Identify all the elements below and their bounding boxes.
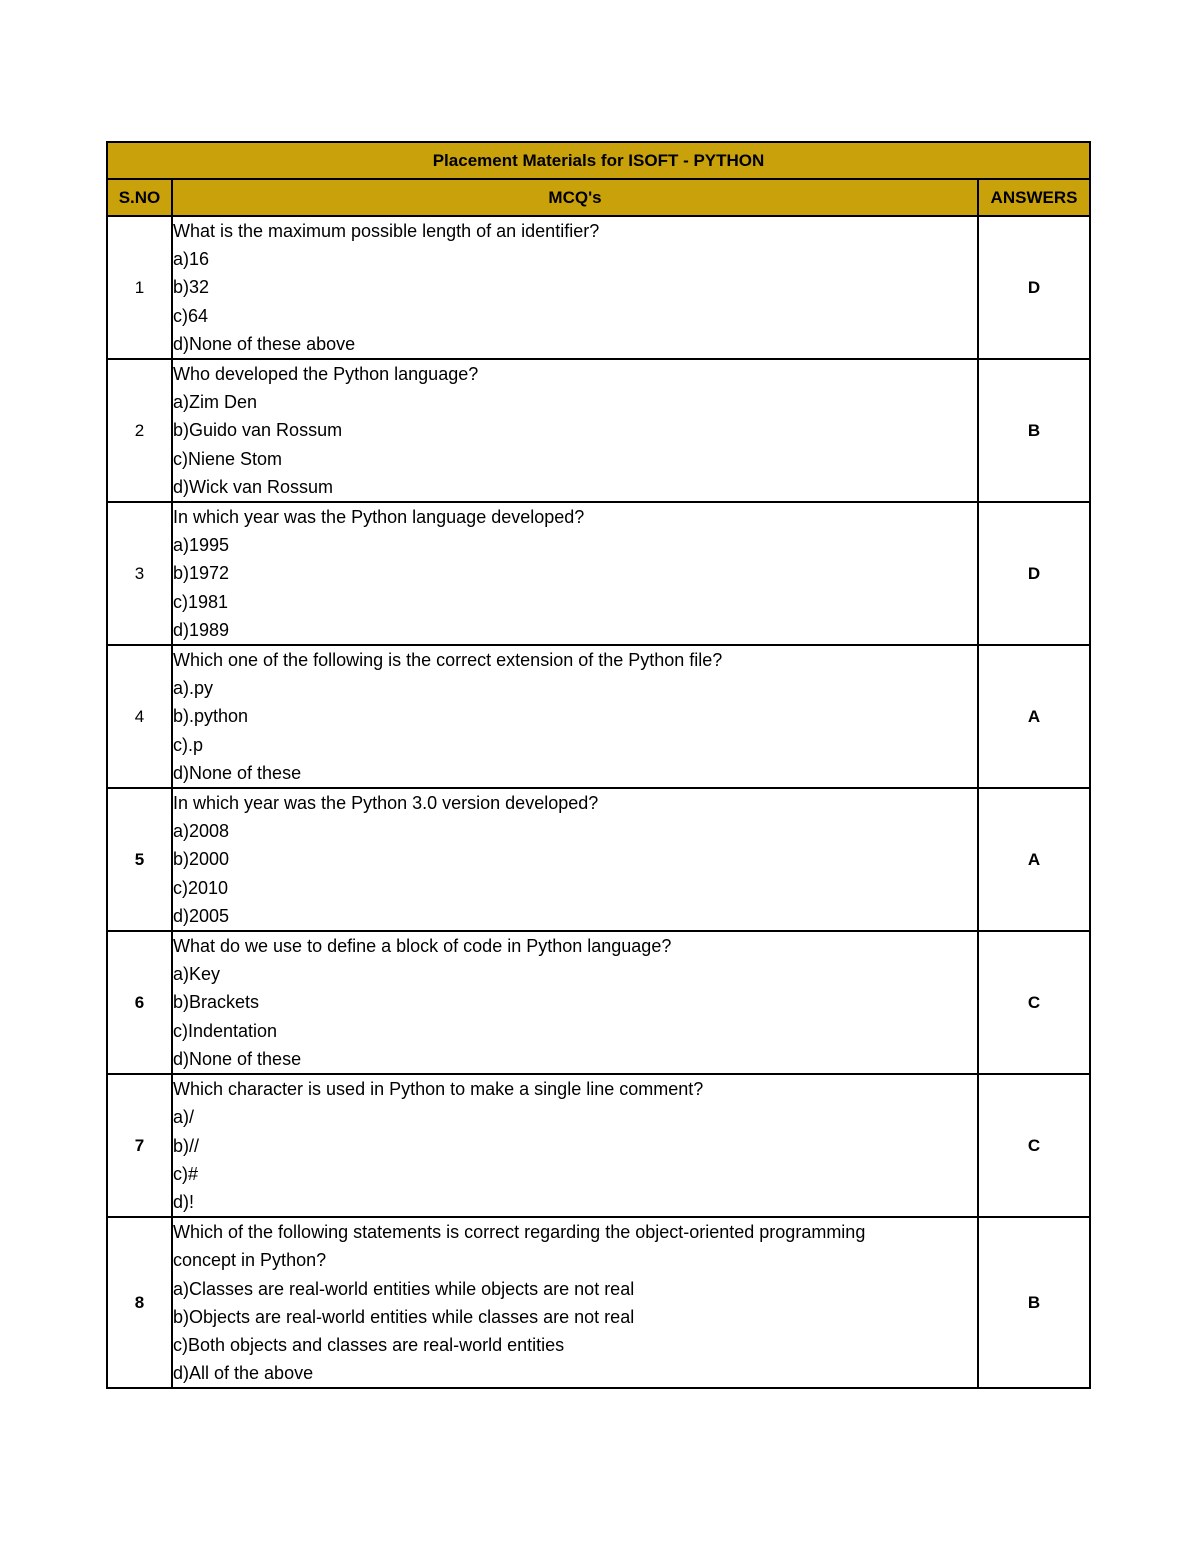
table-row [107,931,1090,1074]
row-question [172,359,978,502]
question-line: c)1981 [173,591,229,612]
question-line: c)Indentation [173,1020,278,1041]
row-question [172,1074,978,1217]
question-line: a)1995 [173,535,230,556]
title-row [107,142,1090,179]
row-sno: 1 [107,216,172,359]
row-sno: 3 [107,502,172,645]
row-question [172,788,978,931]
question-line: c)Niene Stom [173,448,283,469]
question-line: d)! [173,1191,195,1212]
question-line: a)16 [173,249,210,270]
question-line: c)2010 [173,877,229,898]
question-line: c)# [173,1163,199,1184]
question-line: b)Guido van Rossum [173,420,343,441]
question-line: b)// [173,1135,200,1156]
row-answer: B [978,1217,1090,1388]
mcq-body [107,216,1090,1388]
table-row [107,359,1090,502]
table-title: Placement Materials for ISOFT - PYTHON [107,142,1090,179]
question-line: d)None of these above [173,333,356,354]
row-answer: C [978,931,1090,1074]
header-mcq: MCQ's [172,179,978,216]
question-line: c)64 [173,305,209,326]
question-line: a)Classes are real-world entities while objects are not real [173,1278,635,1299]
question-line: concept in Python? [173,1250,327,1271]
question-line: a)Zim Den [173,392,258,413]
header-answers: ANSWERS [978,179,1090,216]
row-sno: 5 [107,788,172,931]
row-sno: 2 [107,359,172,502]
row-sno: 4 [107,645,172,788]
question-text: What is the maximum possible length of an identifier? [173,221,600,241]
row-question [172,216,978,359]
question-line: b)Objects are real-world entities while classes are not real [173,1306,635,1327]
question-text: Who developed the Python language? [173,364,479,385]
row-answer: A [978,788,1090,931]
table-row [107,216,1090,359]
row-question [172,502,978,645]
question-line: b)32 [173,277,210,298]
question-line: c).p [173,734,204,755]
question-line: d)Wick van Rossum [173,476,334,497]
row-question [172,1217,978,1388]
question-text: In which year was the Python language developed? [173,507,585,528]
row-answer: D [978,216,1090,359]
question-line: a)Key [173,964,221,985]
question-line: a)/ [173,1107,195,1128]
question-text: In which year was the Python 3.0 version developed? [173,793,599,814]
table-row [107,788,1090,931]
question-line: b)1972 [173,563,230,584]
table-row [107,502,1090,645]
row-answer: B [978,359,1090,502]
question-line: b).python [173,706,249,727]
row-sno: 6 [107,931,172,1074]
table-row [107,1074,1090,1217]
row-answer: A [978,645,1090,788]
question-line: d)1989 [173,619,230,640]
table-row [107,645,1090,788]
row-answer: D [978,502,1090,645]
question-line: c)Both objects and classes are real-world entities [173,1334,565,1355]
row-sno: 7 [107,1074,172,1217]
header-sno: S.NO [107,179,172,216]
question-text: What do we use to define a block of code in Python language? [173,936,672,957]
row-sno: 8 [107,1217,172,1388]
question-line: a).py [173,678,214,699]
mcq-table [106,141,1091,1389]
header-row [107,179,1090,216]
question-text: Which of the following statements is correct regarding the object-oriented programming [173,1222,866,1243]
row-question [172,931,978,1074]
question-line: b)Brackets [173,992,260,1013]
question-line: b)2000 [173,849,230,870]
question-text: Which one of the following is the correct extension of the Python file? [173,650,723,671]
table-row [107,1217,1090,1388]
question-line: a)2008 [173,821,230,842]
question-line: d)None of these [173,762,302,783]
question-line: d)None of these [173,1048,302,1069]
question-line: d)All of the above [173,1363,314,1384]
row-answer: C [978,1074,1090,1217]
question-text: Which character is used in Python to make a single line comment? [173,1079,704,1100]
question-line: d)2005 [173,905,230,926]
row-question [172,645,978,788]
